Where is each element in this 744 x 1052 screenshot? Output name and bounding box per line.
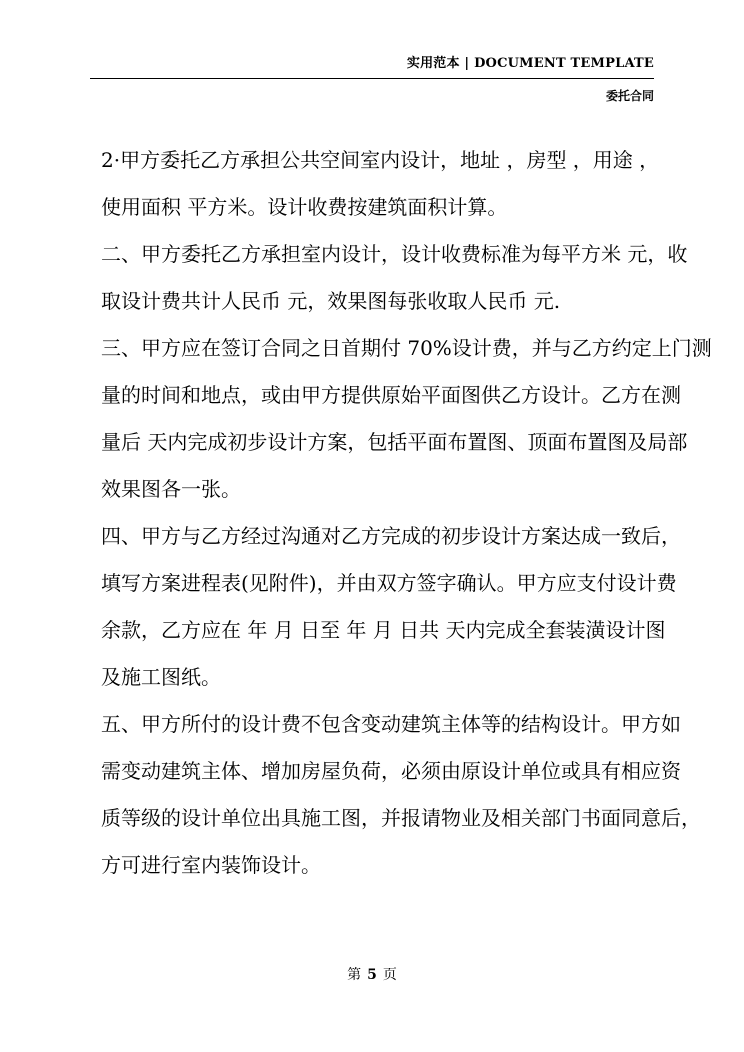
clause-four-line-1: 四、甲方与乙方经过沟通对乙方完成的初步设计方案达成一致后， bbox=[101, 524, 681, 548]
header-divider bbox=[90, 78, 654, 79]
clause-three-line-2: 量的时间和地点，或由甲方提供原始平面图供乙方设计。乙方在测 bbox=[101, 383, 681, 407]
document-type-label: 委托合同 bbox=[605, 89, 654, 103]
clause-four-line-4: 及施工图纸。 bbox=[101, 665, 221, 689]
clause-2-line-1: 2·甲方委托乙方承担公共空间室内设计，地址 ，房型 ，用途 ， bbox=[101, 148, 660, 172]
page-prefix: 第 bbox=[347, 967, 362, 983]
clause-two-line-2: 取设计费共计人民币 元，效果图每张收取人民币 元. bbox=[101, 289, 561, 313]
clause-four-line-3: 余款，乙方应在 年 月 日至 年 月 日共 天内完成全套装潢设计图 bbox=[101, 618, 666, 642]
clause-five-line-1: 五、甲方所付的设计费不包含变动建筑主体等的结构设计。甲方如 bbox=[101, 712, 681, 736]
page-footer bbox=[0, 964, 744, 984]
clause-five-line-4: 方可进行室内装饰设计。 bbox=[101, 853, 321, 877]
clause-four-line-2: 填写方案进程表(见附件)，并由双方签字确认。甲方应支付设计费 bbox=[101, 571, 677, 595]
clause-2-line-2: 使用面积 平方米。设计收费按建筑面积计算。 bbox=[101, 195, 508, 219]
clause-two-line-1: 二、甲方委托乙方承担室内设计，设计收费标准为每平方米 元，收 bbox=[101, 242, 688, 266]
document-header-title: 实用范本 | DOCUMENT TEMPLATE bbox=[406, 56, 654, 71]
clause-three-line-1: 三、甲方应在签订合同之日首期付 70%设计费，并与乙方约定上门测 bbox=[101, 336, 712, 360]
clause-five-line-3: 质等级的设计单位出具施工图，并报请物业及相关部门书面同意后， bbox=[101, 806, 701, 830]
clause-three-line-3: 量后 天内完成初步设计方案，包括平面布置图、顶面布置图及局部 bbox=[101, 430, 688, 454]
clause-three-line-4: 效果图各一张。 bbox=[101, 477, 241, 501]
clause-five-line-2: 需变动建筑主体、增加房屋负荷，必须由原设计单位或具有相应资 bbox=[101, 759, 681, 783]
page-suffix: 页 bbox=[382, 967, 397, 983]
contract-body bbox=[101, 137, 712, 889]
page-number: 5 bbox=[367, 967, 377, 983]
